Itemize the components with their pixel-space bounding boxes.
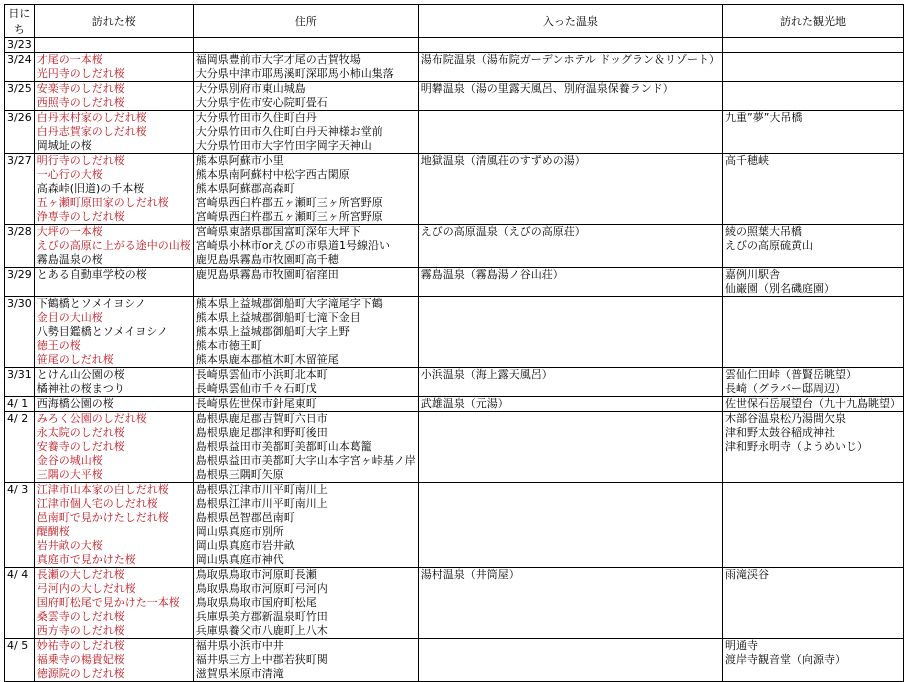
onsen-cell — [418, 154, 722, 225]
sights-cell — [723, 38, 904, 53]
sakura-cell — [34, 225, 193, 268]
sakura-item: 八勢目鑑橋とソメイヨシノ — [36, 325, 168, 338]
date-cell — [5, 154, 35, 225]
onsen-cell — [418, 639, 722, 682]
sakura-item: 岡城址の桜 — [36, 139, 92, 152]
sakura-cell — [34, 568, 193, 639]
address-item: 宮崎県小林市orえびの市県道1号線沿い — [195, 239, 390, 252]
onsen-cell — [418, 225, 722, 268]
address-item: 大分県竹田市久住町白丹天神様お堂前 — [195, 125, 383, 138]
address-item: 岡山県真庭市神代 — [195, 553, 284, 566]
date-text: 4/ 2 — [7, 412, 29, 425]
date-cell — [5, 53, 35, 82]
sight-item: 木部谷温泉松乃湯間欠泉 — [725, 412, 846, 425]
sight-item: 佐世保石岳展望台（九十九島眺望） — [725, 397, 901, 410]
address-item: 福井県三方上中郡若狭町関 — [195, 653, 328, 666]
sight-item: 津和野永明寺（ようめいじ） — [725, 440, 868, 453]
sakura-cell — [34, 397, 193, 412]
sakura-cell — [34, 38, 193, 53]
sakura-item: 岩井畝の大桜 — [36, 539, 103, 552]
sakura-item: 西海橋公園の桜 — [36, 397, 114, 410]
sight-item: 嘉例川駅舎 — [725, 268, 780, 281]
header-address: 住所 — [193, 5, 418, 38]
onsen-cell — [418, 397, 722, 412]
sight-item: 雲仙仁田峠（普賢岳眺望） — [725, 368, 857, 381]
onsen-cell — [418, 82, 722, 111]
sakura-item: 一心行の大桜 — [36, 168, 103, 181]
address-item: 滋賀県米原市清滝 — [195, 667, 284, 680]
sakura-item: 金目の大山桜 — [36, 311, 103, 324]
onsen-cell — [418, 368, 722, 397]
table-row — [5, 397, 904, 412]
table-row — [5, 483, 904, 568]
sakura-item: 浄専寺のしだれ桜 — [36, 210, 125, 223]
date-cell — [5, 38, 35, 53]
table-row — [5, 297, 904, 368]
address-item: 鳥取県鳥取市河原町長瀬 — [195, 568, 317, 581]
sakura-item: 徳源院のしだれ桜 — [36, 667, 125, 680]
table-row — [5, 154, 904, 225]
address-cell — [193, 368, 418, 397]
onsen-item: えびの高原温泉（えびの高原荘） — [420, 225, 586, 238]
address-item: 島根県鹿足郡津和野町後田 — [195, 426, 328, 439]
address-item: 熊本県鹿本郡植木町木留笹尾 — [195, 353, 339, 366]
sights-cell — [723, 412, 904, 483]
address-cell — [193, 397, 418, 412]
sakura-cell — [34, 268, 193, 297]
date-text: 4/ 5 — [7, 639, 29, 652]
sakura-item: 桑雲寺のしだれ桜 — [36, 610, 125, 623]
address-item: 島根県江津市川平町南川上 — [195, 497, 328, 510]
sakura-cell — [34, 111, 193, 154]
sakura-item: とけん山公園の桜 — [36, 368, 125, 381]
address-item: 長崎県佐世保市針尾東町 — [195, 397, 317, 410]
date-text: 4/ 4 — [7, 568, 29, 581]
sakura-item: 安養寺のしだれ桜 — [36, 440, 125, 453]
sakura-item: 邑南町で見かけたしだれ桜 — [36, 511, 169, 524]
address-cell — [193, 639, 418, 682]
sight-item: えびの高原硫黄山 — [725, 239, 813, 252]
table-row — [5, 225, 904, 268]
address-item: 岡山県真庭市別所 — [195, 525, 284, 538]
sakura-item: 安楽寺のしだれ桜 — [36, 82, 125, 95]
onsen-item: 霧島温泉（霧島湯ノ谷山荘） — [420, 268, 564, 281]
date-text: 3/29 — [7, 268, 32, 281]
sights-cell — [723, 368, 904, 397]
table-row — [5, 368, 904, 397]
sights-cell — [723, 639, 904, 682]
date-text: 3/26 — [7, 111, 32, 124]
sakura-cell — [34, 483, 193, 568]
onsen-item: 湯村温泉（井筒屋） — [420, 568, 520, 581]
address-cell — [193, 568, 418, 639]
date-text: 3/25 — [7, 82, 32, 95]
address-cell — [193, 225, 418, 268]
onsen-item: 武雄温泉（元湯） — [420, 397, 509, 410]
address-item: 島根県江津市川平町南川上 — [195, 483, 328, 496]
sakura-item: とある自動車学校の桜 — [36, 268, 147, 281]
table-row — [5, 568, 904, 639]
date-text: 3/23 — [7, 38, 32, 51]
date-text: 3/28 — [7, 225, 32, 238]
address-item: 熊本県南阿蘇村中松字西古閑原 — [195, 168, 350, 181]
sakura-item: 金谷の城山桜 — [36, 454, 103, 467]
sight-item: 雨滝渓谷 — [725, 568, 769, 581]
date-cell — [5, 568, 35, 639]
header-sights: 訪れた観光地 — [723, 5, 904, 38]
sakura-item: 長瀬の大しだれ桜 — [36, 568, 125, 581]
sights-cell — [723, 53, 904, 82]
sakura-item: 福乗寺の楊貴妃桜 — [36, 653, 125, 666]
date-text: 4/ 3 — [7, 483, 29, 496]
table-row — [5, 111, 904, 154]
date-cell — [5, 82, 35, 111]
header-row — [5, 5, 904, 38]
date-cell — [5, 483, 35, 568]
date-text: 3/27 — [7, 154, 32, 167]
sight-item: 仙巌園（別名磯庭園） — [725, 282, 835, 295]
sakura-cell — [34, 639, 193, 682]
address-item: 大分県宇佐市安心院町畳石 — [195, 96, 328, 109]
table-row — [5, 268, 904, 297]
sakura-cell — [34, 53, 193, 82]
sakura-item: 霧島温泉の桜 — [36, 253, 103, 266]
sakura-item: 徳王の桜 — [36, 339, 81, 352]
onsen-cell — [418, 297, 722, 368]
sights-cell — [723, 483, 904, 568]
address-item: 鹿児島県霧島市牧園町宿窪田 — [195, 268, 339, 281]
sights-cell — [723, 268, 904, 297]
address-item: 兵庫県美方郡新温泉町竹田 — [195, 610, 328, 623]
address-cell — [193, 483, 418, 568]
sakura-item: 西方寺のしだれ桜 — [36, 624, 125, 637]
sight-item: 渡岸寺観音堂（向源寺） — [725, 653, 846, 666]
table-row — [5, 53, 904, 82]
address-cell — [193, 82, 418, 111]
sakura-item: 妙祐寺のしだれ桜 — [36, 639, 125, 652]
address-item: 兵庫県養父市八鹿町上八木 — [195, 624, 328, 637]
sakura-item: えびの高原に上がる途中の山桜 — [36, 239, 191, 252]
table-row — [5, 38, 904, 53]
sakura-cell — [34, 82, 193, 111]
sakura-cell — [34, 368, 193, 397]
sakura-item: 橘神社の桜まつり — [36, 382, 125, 395]
sakura-item: 醍醐桜 — [36, 525, 70, 538]
table-row — [5, 82, 904, 111]
sakura-item: 光円寺のしだれ桜 — [36, 67, 125, 80]
address-item: 宮崎県西臼杵郡五ヶ瀬町三ヶ所宮野原 — [195, 210, 383, 223]
address-cell — [193, 412, 418, 483]
sakura-item: 国府町松尾で見かけた一本桜 — [36, 596, 180, 609]
date-cell — [5, 639, 35, 682]
onsen-cell — [418, 268, 722, 297]
onsen-cell — [418, 412, 722, 483]
sakura-item: 笹尾のしだれ桜 — [36, 353, 114, 366]
date-cell — [5, 412, 35, 483]
onsen-cell — [418, 38, 722, 53]
address-cell — [193, 268, 418, 297]
date-cell — [5, 111, 35, 154]
sight-item: 高千穂峡 — [725, 154, 769, 167]
sakura-item: 下鶴橋とソメイヨシノ — [36, 297, 146, 310]
address-item: 島根県邑智郡邑南町 — [195, 511, 295, 524]
address-item: 島根県益田市美都町美都町山本葛籠 — [195, 440, 372, 453]
address-item: 大分県竹田市大字竹田字岡字天神山 — [195, 139, 372, 152]
address-item: 宮崎県西臼杵郡五ヶ瀬町三ヶ所宮野原 — [195, 196, 383, 209]
onsen-item: 地獄温泉（清風荘のすずめの湯） — [420, 154, 586, 167]
sakura-item: 江津市個人宅のしだれ桜 — [36, 497, 158, 510]
sights-cell — [723, 82, 904, 111]
address-item: 熊本市徳王町 — [195, 339, 262, 352]
date-text: 4/ 1 — [7, 397, 29, 410]
date-cell — [5, 225, 35, 268]
address-item: 長崎県雲仙市千々石町戊 — [195, 382, 317, 395]
address-item: 鳥取県鳥取市河原町弓河内 — [195, 582, 328, 595]
address-cell — [193, 53, 418, 82]
address-item: 熊本県上益城郡御船町大字上野 — [195, 325, 350, 338]
address-item: 熊本県阿蘇市小里 — [195, 154, 284, 167]
address-item: 島根県鹿足郡吉賀町六日市 — [195, 412, 328, 425]
sakura-cell — [34, 297, 193, 368]
address-cell — [193, 38, 418, 53]
address-item: 宮崎県東諸県郡国富町深年大坪下 — [195, 225, 361, 238]
onsen-cell — [418, 483, 722, 568]
sights-cell — [723, 154, 904, 225]
sight-item: 長崎（グラバー邸周辺） — [725, 382, 846, 395]
sakura-item: 五ヶ瀬町原田家のしだれ桜 — [36, 196, 169, 209]
date-cell — [5, 397, 35, 412]
address-item: 大分県中津市耶馬溪町深耶馬小柿山集落 — [195, 67, 394, 80]
sakura-item: みろく公園のしだれ桜 — [36, 412, 147, 425]
date-text: 3/24 — [7, 53, 32, 66]
spreadsheet — [4, 4, 904, 682]
table-row — [5, 412, 904, 483]
onsen-cell — [418, 568, 722, 639]
address-cell — [193, 154, 418, 225]
address-item: 熊本県上益城郡御船町大字滝尾字下鶴 — [195, 297, 383, 310]
sakura-cell — [34, 154, 193, 225]
table-body — [5, 38, 904, 682]
date-text: 3/30 — [7, 297, 32, 310]
address-item: 福岡県豊前市大字才尾の古賀牧場 — [195, 53, 361, 66]
onsen-cell — [418, 111, 722, 154]
address-item: 熊本県上益城郡御船町七滝下金目 — [195, 311, 361, 324]
table-row — [5, 639, 904, 682]
sights-cell — [723, 111, 904, 154]
address-item: 島根県益田市美都町大字山本字宮ヶ峠基ノ岸 — [195, 454, 416, 467]
sakura-item: 白丹末村家のしだれ桜 — [36, 111, 147, 124]
onsen-cell — [418, 53, 722, 82]
address-item: 鹿児島県霧島市牧園町高千穂 — [195, 253, 339, 266]
address-item: 鳥取県鳥取市国府町松尾 — [195, 596, 317, 609]
address-item: 福井県小浜市中井 — [195, 639, 284, 652]
onsen-item: 明礬温泉（湯の里露天風呂、別府温泉保養ランド） — [420, 82, 674, 95]
sights-cell — [723, 397, 904, 412]
address-cell — [193, 111, 418, 154]
address-item: 長崎県雲仙市小浜町北本町 — [195, 368, 328, 381]
sakura-item: 白丹志賀家のしだれ桜 — [36, 125, 147, 138]
address-item: 熊本県阿蘇郡高森町 — [195, 182, 295, 195]
sight-item: 九重”夢”大吊橋 — [725, 111, 803, 124]
onsen-item: 小浜温泉（海上露天風呂） — [420, 368, 553, 381]
sakura-item: 高森峠(旧道)の千本桜 — [36, 182, 145, 195]
sakura-item: 江津市山本家の白しだれ桜 — [36, 483, 169, 496]
sakura-item: 西照寺のしだれ桜 — [36, 96, 125, 109]
sights-cell — [723, 225, 904, 268]
sakura-item: 弓河内の大しだれ桜 — [36, 582, 136, 595]
header-onsen: 入った温泉 — [418, 5, 722, 38]
header-sakura: 訪れた桜 — [34, 5, 193, 38]
address-item: 大分県竹田市久住町白丹 — [195, 111, 317, 124]
sakura-item: 三隅の大平桜 — [36, 468, 103, 481]
date-text: 3/31 — [7, 368, 32, 381]
sights-cell — [723, 297, 904, 368]
address-cell — [193, 297, 418, 368]
header-date: 日にち — [5, 5, 35, 38]
date-cell — [5, 297, 35, 368]
sight-item: 津和野太鼓谷稲成神社 — [725, 426, 835, 439]
sakura-item: 明行寺のしだれ桜 — [36, 154, 125, 167]
date-cell — [5, 368, 35, 397]
sakura-item: 才尾の一本桜 — [36, 53, 103, 66]
sakura-item: 真庭市で見かけた桜 — [36, 553, 136, 566]
address-item: 大分県別府市東山城島 — [195, 82, 306, 95]
address-item: 岡山県真庭市岩井畝 — [195, 539, 295, 552]
sight-item: 明通寺 — [725, 639, 758, 652]
sight-item: 綾の照葉大吊橋 — [725, 225, 802, 238]
sights-cell — [723, 568, 904, 639]
onsen-item: 湯布院温泉（湯布院ガーデンホテル ドッグラン＆リゾート） — [420, 53, 720, 66]
sakura-trip-table — [4, 4, 904, 682]
sakura-item: 大坪の一本桜 — [36, 225, 103, 238]
address-item: 島根県三隅町矢原 — [195, 468, 284, 481]
date-cell — [5, 268, 35, 297]
sakura-item: 永太院のしだれ桜 — [36, 426, 125, 439]
sakura-cell — [34, 412, 193, 483]
